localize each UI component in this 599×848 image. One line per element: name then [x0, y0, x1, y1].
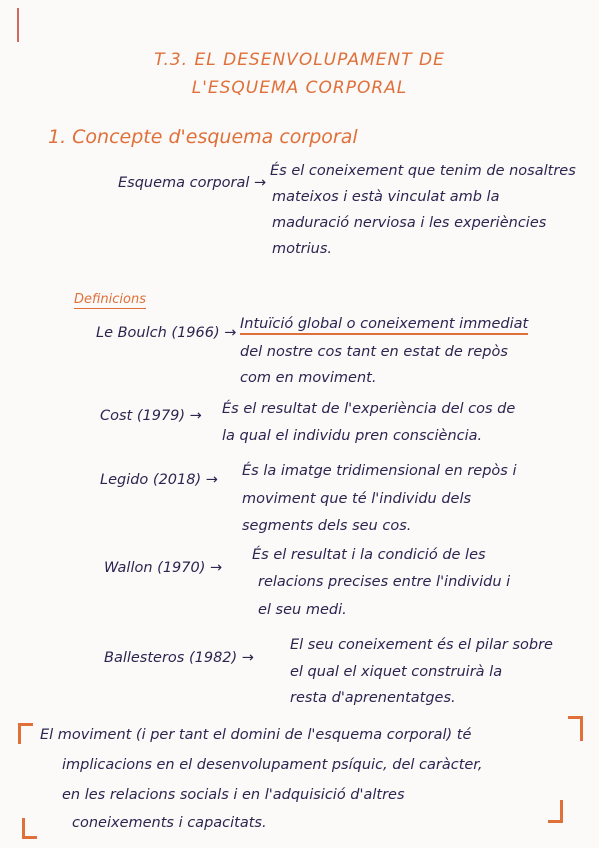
- definition-line: relacions precises entre l'individu i: [258, 574, 511, 590]
- definition-line: la qual el individu pren consciència.: [222, 428, 483, 444]
- concept-line: maduració nerviosa i les experiències: [272, 215, 547, 231]
- definition-line: Intuïció global o coneixement immediat: [240, 316, 528, 332]
- note-line: El moviment (i per tant el domini de l'esquema corporal) té: [40, 727, 472, 743]
- definition-line: el seu medi.: [258, 602, 347, 618]
- note-line: implicacions en el desenvolupament psíquic, del caràcter,: [62, 757, 483, 773]
- definition-line: el qual el xiquet construirà la: [290, 664, 503, 680]
- definition-author: Ballesteros (1982) →: [104, 650, 254, 666]
- definition-line: És el resultat de l'experiència del cos de: [222, 401, 516, 417]
- bracket-bottom-right: [548, 800, 563, 823]
- definition-line: segments dels seu cos.: [242, 518, 412, 534]
- bracket-bottom-left: [22, 818, 37, 839]
- concept-line: motrius.: [272, 241, 333, 257]
- concept-line: mateixos i està vinculat amb la: [272, 189, 500, 205]
- definition-author: Cost (1979) →: [100, 408, 202, 424]
- note-line: coneixements i capacitats.: [72, 815, 267, 831]
- definition-line: moviment que té l'individu dels: [242, 491, 472, 507]
- page-title-line-1: T.3. EL DESENVOLUPAMENT DE: [154, 50, 445, 70]
- definition-author: Wallon (1970) →: [104, 560, 223, 576]
- definition-author: Le Boulch (1966) →: [96, 325, 237, 341]
- definition-author: Legido (2018) →: [100, 472, 218, 488]
- definitions-label: Definicions: [74, 292, 146, 307]
- concept-term: Esquema corporal →: [118, 175, 267, 191]
- definition-line: El seu coneixement és el pilar sobre: [290, 637, 553, 653]
- page-title-line-2: L'ESQUEMA CORPORAL: [191, 78, 408, 98]
- definition-line: És el resultat i la condició de les: [252, 547, 486, 563]
- margin-line: [17, 8, 19, 42]
- note-line: en les relacions socials i en l'adquisició d'altres: [62, 787, 405, 803]
- definition-line: resta d'aprenentatges.: [290, 690, 456, 706]
- definition-line: del nostre cos tant en estat de repòs: [240, 344, 508, 360]
- definition-line: com en moviment.: [240, 370, 377, 386]
- bracket-top-right: [568, 716, 583, 741]
- section-heading: 1. Concepte d'esquema corporal: [48, 126, 358, 148]
- concept-line: És el coneixement que tenim de nosaltres: [270, 163, 576, 179]
- bracket-top-left: [18, 723, 33, 744]
- definition-line: És la imatge tridimensional en repòs i: [242, 463, 517, 479]
